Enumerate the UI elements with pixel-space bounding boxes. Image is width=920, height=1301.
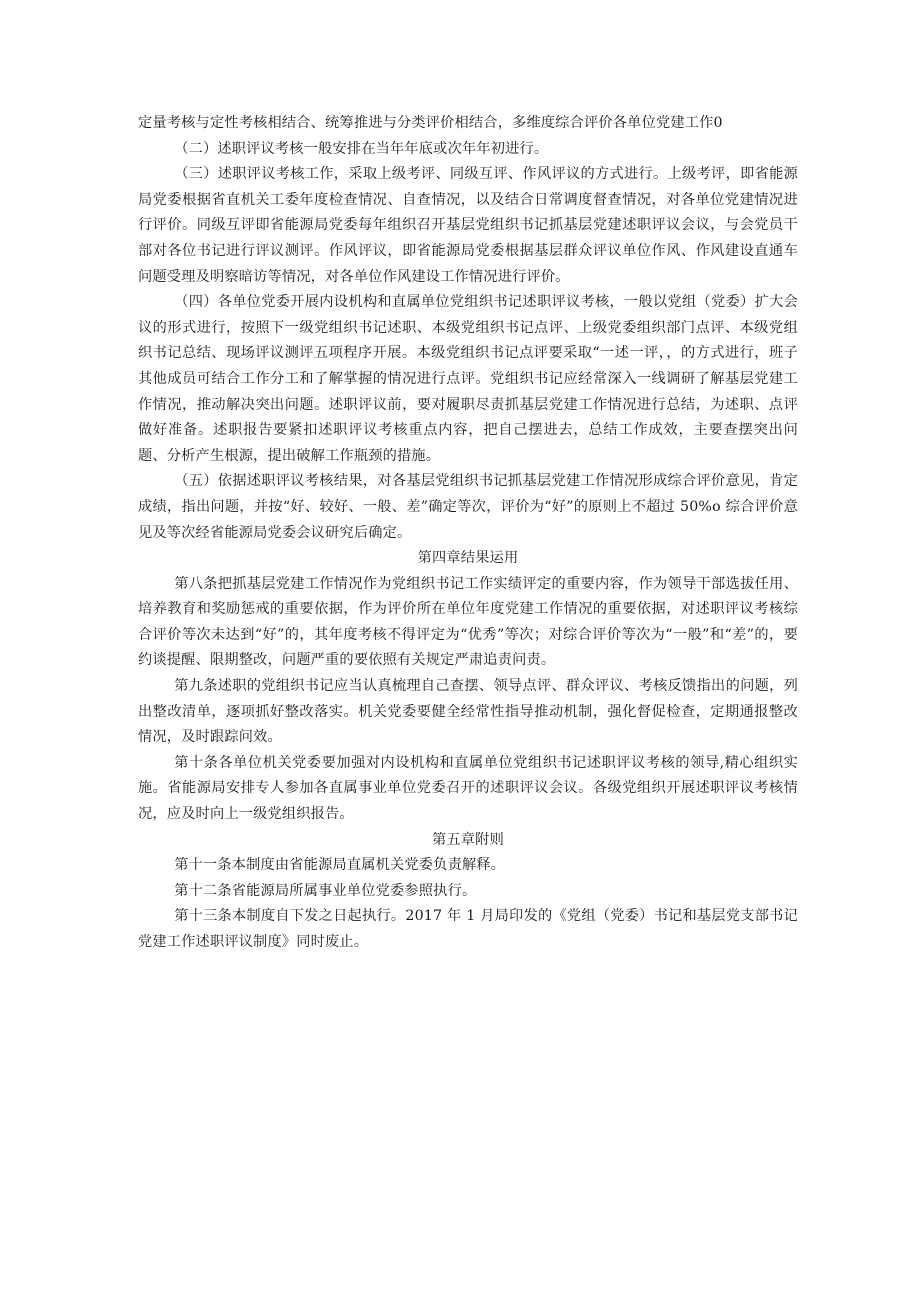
paragraph-article-8: 第八条把抓基层党建工作情况作为党组织书记工作实绩评定的重要内容，作为领导干部选拔任用、培养教育和奖励惩戒的重要依据，作为评价所在单位年度党建工作情况的重要依据，对述职评议考核综合评价等次未达到“好”的，其年度考核不得评定为“优秀”等次；对综合评价等次为“一般”和“差”的，要约谈提醒、限期整改，问题严重的要依照有关规定严肃追责问责。 — [138, 575, 798, 669]
chapter-4-heading: 第四章结果运用 — [417, 550, 519, 567]
paragraph-article-10: 第十条各单位机关党委要加强对内设机构和直属单位党组织书记述职评议考核的领导,精心组织实施。省能源局安排专人参加各直属事业单位党委召开的述职评议会议。各级党组织开展述职评议考核情况，应及时向上一级党组织报告。 — [138, 754, 798, 823]
document-page — [138, 111, 798, 956]
paragraph-article-13: 第十三条本制度自下发之日起执行。2017 年 1 月局印发的《党组（党委）书记和基层党支部书记党建工作述职评议制度》同时废止。 — [138, 908, 798, 950]
paragraph-article-12: 第十二条省能源局所属事业单位党委参照执行。 — [174, 882, 477, 899]
paragraph-item-3: （三）述职评议考核工作，采取上级考评、同级互评、作风评议的方式进行。上级考评，即省能源局党委根据省直机关工委年度检查情况、自查情况，以及结合日常调度督查情况，对各单位党建情况进行评价。同级互评即省能源局党委每年组织召开基层党组织书记抓基层党建述职评议会议，与会党员干部对各位书记进行评议测评。作风评议，即省能源局党委根据基层群众评议单位作风、作风建设直通车问题受理及明察暗访等情况，对各单位作风建设工作情况进行评价。 — [138, 166, 798, 285]
paragraph-continuation: 定量考核与定性考核相结合、统筹推进与分类评价相结合，多维度综合评价各单位党建工作0 — [138, 115, 723, 131]
paragraph-item-4: （四）各单位党委开展内设机构和直属单位党组织书记述职评议考核，一般以党组（党委）扩大会议的形式进行，按照下一级党组织书记述职、本级党组织书记点评、上级党委组织部门点评、本级党组织书记总结、现场评议测评五项程序开展。本级党组织书记点评要采取“一述一评，，的方式进行，班子其他成员可结合工作分工和了解掌握的情况进行点评。党组织书记应经常深入一线调研了解基层党建工作情况，推动解决突出问题。述职评议前，要对履职尽责抓基层党建工作情况进行总结，为述职、点评做好准备。述职报告要紧扣述职评议考核重点内容，把自己摆进去，总结工作成效，主要查摆突出问题、分析产生根源，提出破解工作瓶颈的措施。 — [138, 294, 798, 464]
paragraph-item-2: （二）述职评议考核一般安排在当年年底或次年年初进行。 — [174, 140, 549, 157]
paragraph-article-11: 第十一条本制度由省能源局直属机关党委负责解释。 — [174, 857, 506, 874]
chapter-5-heading: 第五章附则 — [432, 831, 504, 848]
paragraph-article-9: 第九条述职的党组织书记应当认真梳理自己查摆、领导点评、群众评议、考核反馈指出的问题，列出整改清单，逐项抓好整改落实。机关党委要健全经常性指导推动机制，强化督促检查，定期通报整改情况，及时跟踪问效。 — [138, 678, 798, 746]
paragraph-item-5: （五）依据述职评议考核结果，对各基层党组织书记抓基层党建工作情况形成综合评价意见，肯定成绩，指出问题，并按“好、较好、一般、差”确定等次，评价为“好”的原则上不超过 50%o 综合评价意见及等次经省能源局党委会议研究后确定。 — [138, 473, 798, 541]
